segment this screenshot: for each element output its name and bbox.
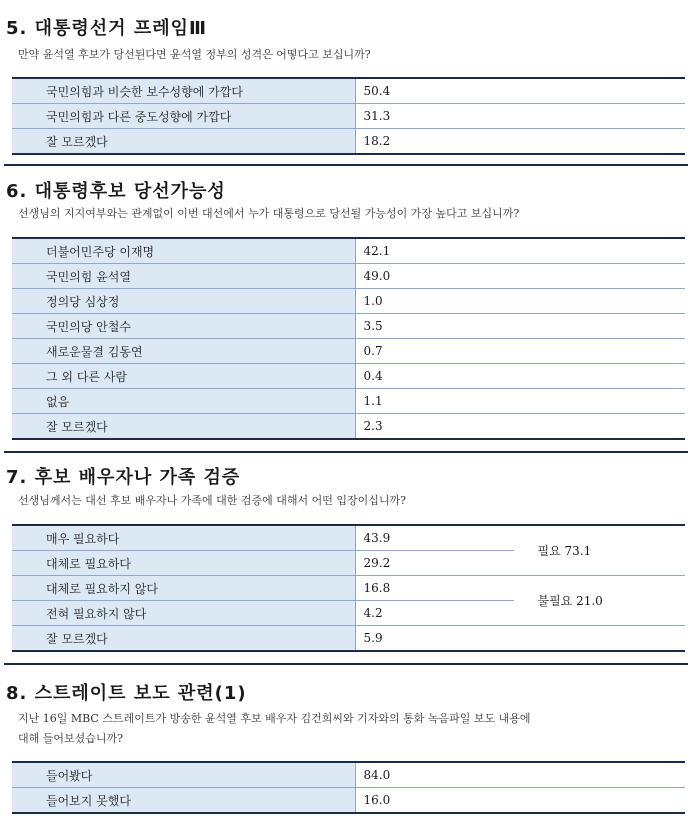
- row-label: 더불어민주당 이재명: [12, 238, 355, 264]
- row-value: 3.5: [355, 314, 514, 339]
- table-row: [12, 289, 685, 314]
- section-7-title: 7. 후보 배우자나 가족 검증: [6, 467, 241, 488]
- row-label: 잘 모르겠다: [12, 129, 355, 155]
- section-5-title: 5. 대통령선거 프레임Ⅲ: [6, 18, 208, 39]
- table-row: [12, 389, 685, 414]
- table-row: [12, 788, 685, 814]
- table-row: [12, 314, 685, 339]
- table-row: [12, 364, 685, 389]
- row-value: 16.0: [355, 788, 514, 814]
- section-8-question-line2: 대해 들어보셨습니까?: [18, 732, 124, 745]
- row-label: 정의당 심상정: [12, 289, 355, 314]
- section-8-question-line1: 지난 16일 MBC 스트레이트가 방송한 윤석열 후보 배우자 김건희씨와 기자와의 통화 녹음파일 보도 내용에: [18, 712, 531, 725]
- table-row: [12, 414, 685, 440]
- row-value: 1.1: [355, 389, 514, 414]
- section-8-table: [12, 761, 685, 814]
- row-value: 84.0: [355, 762, 514, 788]
- section-divider: [4, 164, 688, 166]
- row-value: 43.9: [355, 525, 514, 551]
- table-row: [12, 626, 685, 652]
- row-value: 1.0: [355, 289, 514, 314]
- row-label: 대체로 필요하다: [12, 551, 355, 576]
- row-label: 국민의힘과 비슷한 보수성향에 가깝다: [12, 78, 355, 104]
- section-7-question: 선생님께서는 대선 후보 배우자나 가족에 대한 검증에 대해서 어떤 입장이십니까?: [18, 494, 407, 507]
- table-row: [12, 525, 685, 551]
- row-label: 들어봤다: [12, 762, 355, 788]
- table-row: [12, 238, 685, 264]
- section-7-table: [12, 524, 685, 652]
- group-need-total: 필요 73.1: [514, 525, 686, 576]
- table-row: [12, 78, 685, 104]
- row-label: 새로운물결 김동연: [12, 339, 355, 364]
- table-row: [12, 264, 685, 289]
- row-value: 0.4: [355, 364, 514, 389]
- table-row: [12, 339, 685, 364]
- row-label: 국민의힘과 다른 중도성향에 가깝다: [12, 104, 355, 129]
- section-6-question: 선생님의 지지여부와는 관계없이 이번 대선에서 누가 대통령으로 당선될 가능성이 가장 높다고 보십니까?: [18, 207, 520, 220]
- row-value: 0.7: [355, 339, 514, 364]
- row-label: 국민의힘 윤석열: [12, 264, 355, 289]
- section-6-table: [12, 237, 685, 440]
- row-value: 2.3: [355, 414, 514, 440]
- group-noneed-total: 불필요 21.0: [514, 576, 686, 626]
- section-8-title: 8. 스트레이트 보도 관련(1): [6, 683, 247, 704]
- section-divider: [4, 451, 688, 453]
- row-value: 4.2: [355, 601, 514, 626]
- row-label: 들어보지 못했다: [12, 788, 355, 814]
- row-value: 16.8: [355, 576, 514, 601]
- row-value: 5.9: [355, 626, 514, 652]
- row-value: 18.2: [355, 129, 514, 155]
- row-label: 없음: [12, 389, 355, 414]
- row-value: 49.0: [355, 264, 514, 289]
- section-6-title: 6. 대통령후보 당선가능성: [6, 181, 226, 202]
- table-row: [12, 129, 685, 155]
- section-divider: [4, 663, 688, 665]
- row-label: 대체로 필요하지 않다: [12, 576, 355, 601]
- row-label: 국민의당 안철수: [12, 314, 355, 339]
- row-label: 잘 모르겠다: [12, 414, 355, 440]
- row-label: 잘 모르겠다: [12, 626, 355, 652]
- row-label: 전혀 필요하지 않다: [12, 601, 355, 626]
- row-label: 그 외 다른 사람: [12, 364, 355, 389]
- row-value: 31.3: [355, 104, 514, 129]
- table-row: [12, 762, 685, 788]
- row-value: 42.1: [355, 238, 514, 264]
- table-row: [12, 104, 685, 129]
- row-label: 매우 필요하다: [12, 525, 355, 551]
- row-value: 50.4: [355, 78, 514, 104]
- table-row: [12, 576, 685, 601]
- section-5-question: 만약 윤석열 후보가 당선된다면 윤석열 정부의 성격은 어떻다고 보십니까?: [18, 48, 371, 61]
- row-value: 29.2: [355, 551, 514, 576]
- section-5-table: [12, 77, 685, 155]
